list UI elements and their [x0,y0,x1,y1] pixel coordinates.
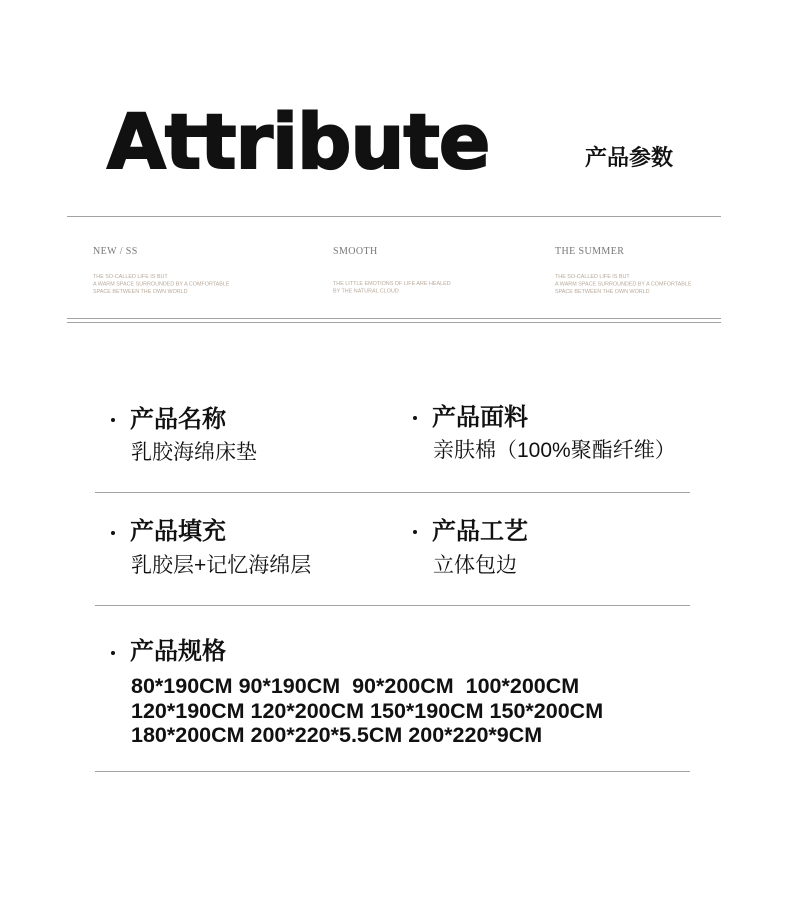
header-divider [67,216,721,217]
feature-text-line: SPACE BETWEEN THE OWN WORLD [93,288,188,295]
product-craft-value: 立体包边 [433,554,517,577]
product-name-value: 乳胶海绵床垫 [131,441,257,464]
feature-text-block [93,273,243,297]
feature-text-block [333,280,483,304]
bullet-dot [111,651,115,655]
bullet-dot [111,418,115,422]
double-divider-top [67,318,721,319]
row-divider [95,605,690,606]
feature-heading: NEW / SS [93,246,138,257]
row-divider [95,492,690,493]
bullet-dot [111,531,115,535]
size-line: 80*190CM 90*190CM 90*200CM 100*200CM [131,674,580,698]
product-filling-label: 产品填充 [130,518,226,545]
feature-text-block [555,273,705,297]
feature-text-line: THE SO-CALLED LIFE IS BUT [555,273,630,280]
feature-text-line: A WARM SPACE SURROUNDED BY A COMFORTABLE [93,281,230,287]
product-filling-value: 乳胶层+记忆海绵层 [131,554,312,577]
product-craft-label: 产品工艺 [432,518,528,545]
feature-column-smooth [333,246,483,298]
feature-column-the-summer [555,246,705,298]
feature-text-line: THE SO-CALLED LIFE IS BUT [93,273,168,280]
page-title: Attribute [107,97,490,186]
feature-text-line: SPACE BETWEEN THE OWN WORLD [555,288,650,295]
row-divider [95,771,690,772]
bullet-dot [413,416,417,420]
page-subtitle: 产品参数 [585,145,674,170]
feature-text-line: THE LITTLE EMOTIONS OF LIFE ARE HEALED [333,280,451,287]
size-line: 180*200CM 200*220*5.5CM 200*220*9CM [131,723,543,747]
bullet-dot [413,530,417,534]
feature-heading: THE SUMMER [555,246,625,257]
product-size-list [131,674,603,748]
feature-text-line: BY THE NATURAL CLOUD [333,288,399,294]
product-name-label: 产品名称 [130,406,226,433]
feature-heading: SMOOTH [333,246,378,257]
product-fabric-value: 亲肤棉（100%聚酯纤维） [433,439,676,462]
product-fabric-label: 产品面料 [432,404,528,431]
feature-column-new-ss [93,246,243,298]
feature-text-line: A WARM SPACE SURROUNDED BY A COMFORTABLE [555,281,692,287]
product-size-label: 产品规格 [130,638,226,665]
size-line: 120*190CM 120*200CM 150*190CM 150*200CM [131,698,604,723]
double-divider-bottom [67,322,721,323]
